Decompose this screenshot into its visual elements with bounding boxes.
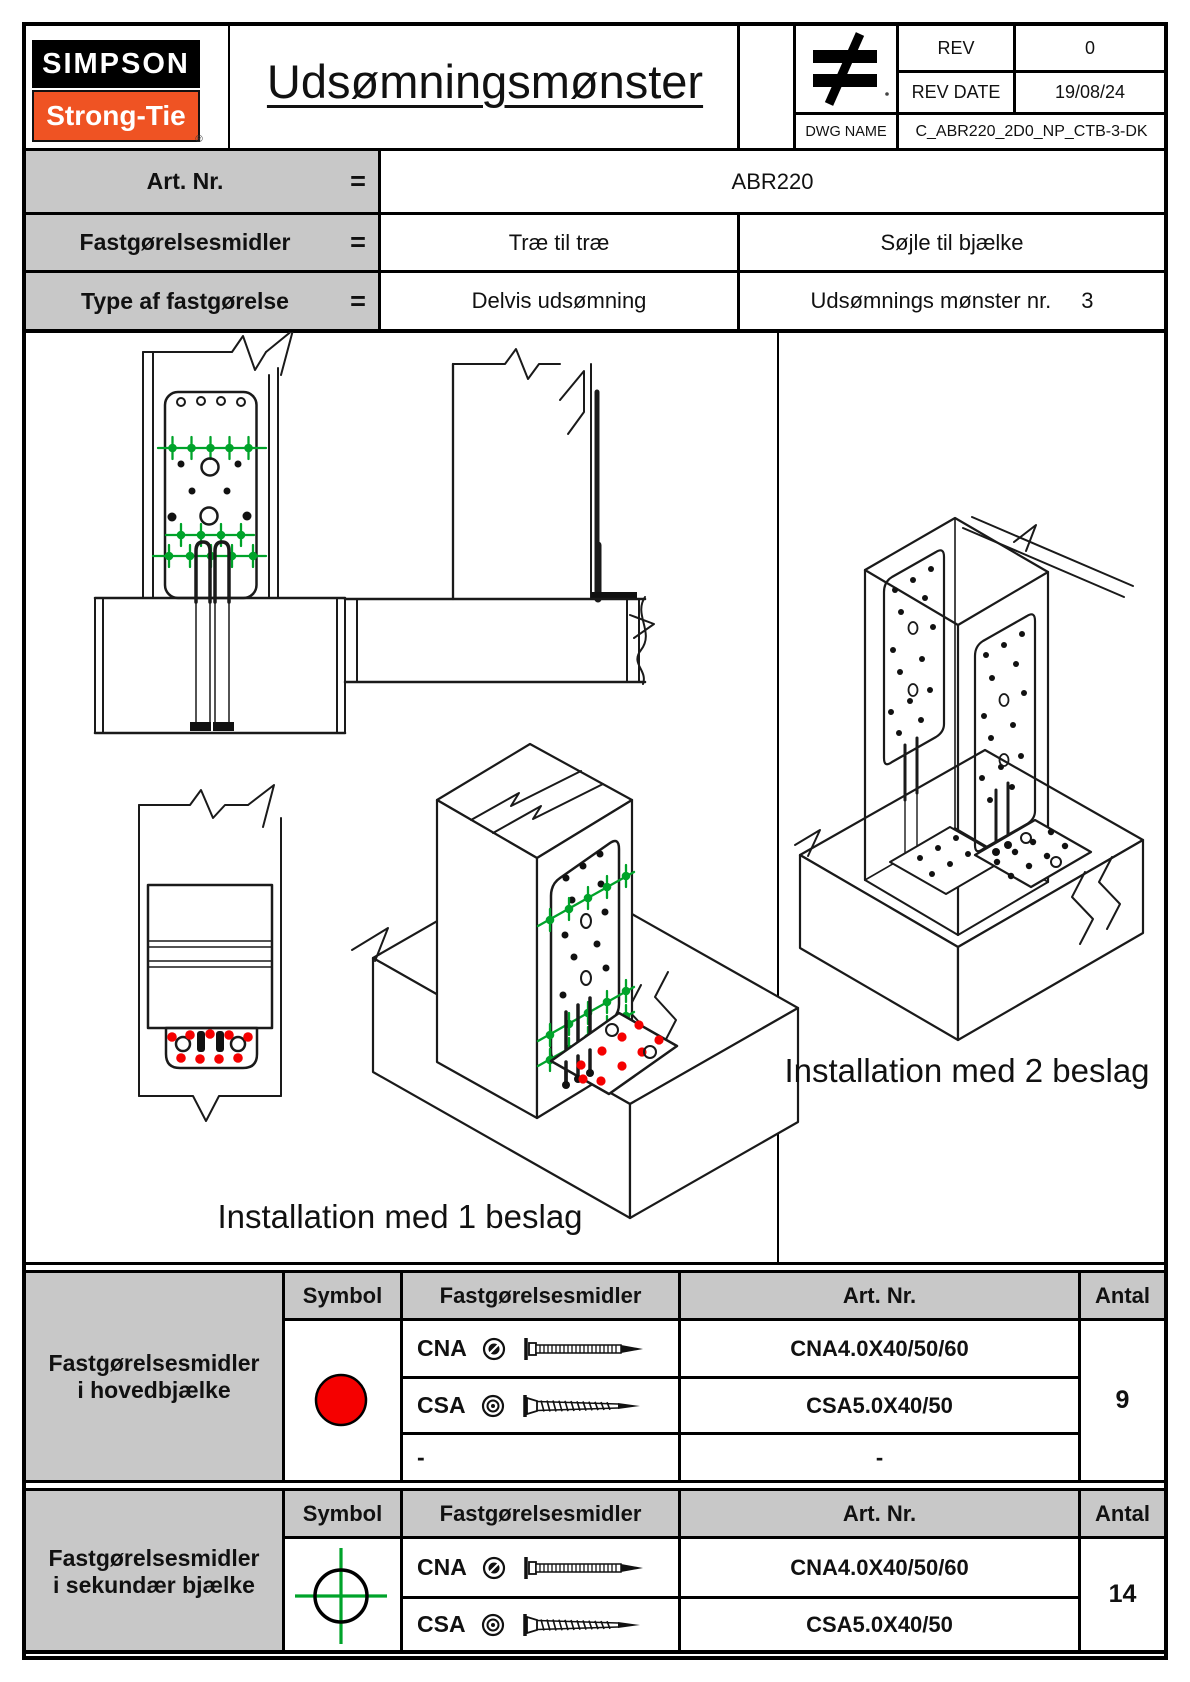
info-row-type-label: Type af fastgørelse bbox=[81, 287, 289, 314]
table2-header-symbol: Symbol bbox=[302, 1500, 383, 1526]
not-equal-icon bbox=[796, 28, 896, 110]
pattern-number: 3 bbox=[1081, 288, 1094, 313]
csa-head-icon bbox=[480, 1612, 506, 1638]
cna-nail-icon bbox=[521, 1554, 651, 1582]
technical-drawings bbox=[26, 332, 1164, 1262]
table1-label: Fastgørelsesmidler i hovedbjælke bbox=[48, 1349, 260, 1403]
table1-dash-art: - bbox=[875, 1444, 884, 1470]
table1-cna-art: CNA4.0X40/50/60 bbox=[790, 1335, 969, 1361]
table2-header-fastener: Fastgørelsesmidler bbox=[439, 1500, 642, 1526]
table1-qty: 9 bbox=[1115, 1386, 1130, 1414]
csa-screw-icon bbox=[520, 1392, 650, 1420]
green-crosshair-row bbox=[158, 437, 266, 459]
red-nail-dots bbox=[167, 1029, 253, 1064]
rev-date-value: 19/08/24 bbox=[1054, 82, 1126, 102]
cna-nail-icon bbox=[521, 1335, 651, 1363]
front-view-post-drawing bbox=[95, 332, 345, 733]
red-filled-circle-icon bbox=[313, 1372, 369, 1428]
table2-label: Fastgørelsesmidler i sekundær bjælke bbox=[48, 1544, 260, 1598]
rev-value: 0 bbox=[1084, 37, 1095, 58]
table1-header-art: Art. Nr. bbox=[842, 1282, 917, 1308]
registered-mark: ® bbox=[195, 133, 203, 145]
table1-cna-cell: CNA bbox=[403, 1321, 678, 1376]
cna-head-icon bbox=[481, 1555, 507, 1581]
table2-qty: 14 bbox=[1108, 1580, 1137, 1608]
caption-two-brackets: Installation med 2 beslag bbox=[784, 1052, 1150, 1089]
equals-sign: = bbox=[350, 227, 366, 257]
info-art-value: ABR220 bbox=[731, 168, 814, 194]
table2-header-art: Art. Nr. bbox=[842, 1500, 917, 1526]
pattern-label: Udsømnings mønster nr. bbox=[810, 288, 1052, 313]
green-crosshair-circle-icon bbox=[289, 1544, 393, 1648]
logo-strongtie bbox=[32, 90, 200, 142]
csa-screw-icon bbox=[520, 1611, 650, 1639]
table2-cna-art: CNA4.0X40/50/60 bbox=[790, 1554, 969, 1580]
info-type-left: Delvis udsømning bbox=[471, 288, 647, 313]
dwg-name-label: DWG NAME bbox=[805, 123, 887, 140]
table1-header-symbol: Symbol bbox=[302, 1282, 383, 1308]
info-row-art-label: Art. Nr. bbox=[146, 168, 224, 194]
table1-header-qty: Antal bbox=[1095, 1282, 1150, 1308]
side-view-post-drawing bbox=[345, 349, 654, 684]
info-pattern-cell bbox=[740, 273, 1164, 329]
table2-csa-cell: CSA bbox=[403, 1599, 678, 1650]
rev-date-label: REV DATE bbox=[911, 82, 1001, 102]
bracket-hole-dots bbox=[888, 566, 936, 736]
equals-sign: = bbox=[350, 166, 366, 196]
green-crosshair-row bbox=[166, 524, 254, 546]
table1-header-fastener: Fastgørelsesmidler bbox=[439, 1282, 642, 1308]
equals-sign: = bbox=[350, 285, 366, 316]
iso-two-brackets-drawing bbox=[795, 517, 1143, 1040]
logo-simpson-text: SIMPSON bbox=[42, 47, 190, 80]
info-row-fastener-label: Fastgørelsesmidler bbox=[79, 229, 291, 255]
logo-simpson bbox=[32, 40, 200, 88]
dwg-name-value: C_ABR220_2D0_NP_CTB-3-DK bbox=[915, 122, 1148, 140]
info-fastener-right: Søjle til bjælke bbox=[880, 229, 1024, 255]
rev-label: REV bbox=[937, 37, 975, 58]
table2-csa-art: CSA5.0X40/50 bbox=[806, 1611, 953, 1637]
csa-head-icon bbox=[480, 1393, 506, 1419]
info-fastener-left: Træ til træ bbox=[508, 229, 610, 255]
table2-cna-cell: CNA bbox=[403, 1539, 678, 1596]
iso-one-bracket-drawing bbox=[352, 744, 798, 1218]
table2-header-qty: Antal bbox=[1095, 1500, 1150, 1526]
logo-strongtie-text: Strong-Tie bbox=[46, 100, 186, 131]
table1-dash-cell: - bbox=[417, 1444, 425, 1470]
caption-one-bracket: Installation med 1 beslag bbox=[217, 1198, 583, 1235]
table1-csa-art: CSA5.0X40/50 bbox=[806, 1392, 953, 1418]
table1-csa-cell: CSA bbox=[403, 1379, 678, 1432]
page-title: Udsømningsmønster bbox=[266, 54, 704, 108]
front-view-beam-drawing bbox=[139, 785, 281, 1121]
cna-head-icon bbox=[481, 1336, 507, 1362]
